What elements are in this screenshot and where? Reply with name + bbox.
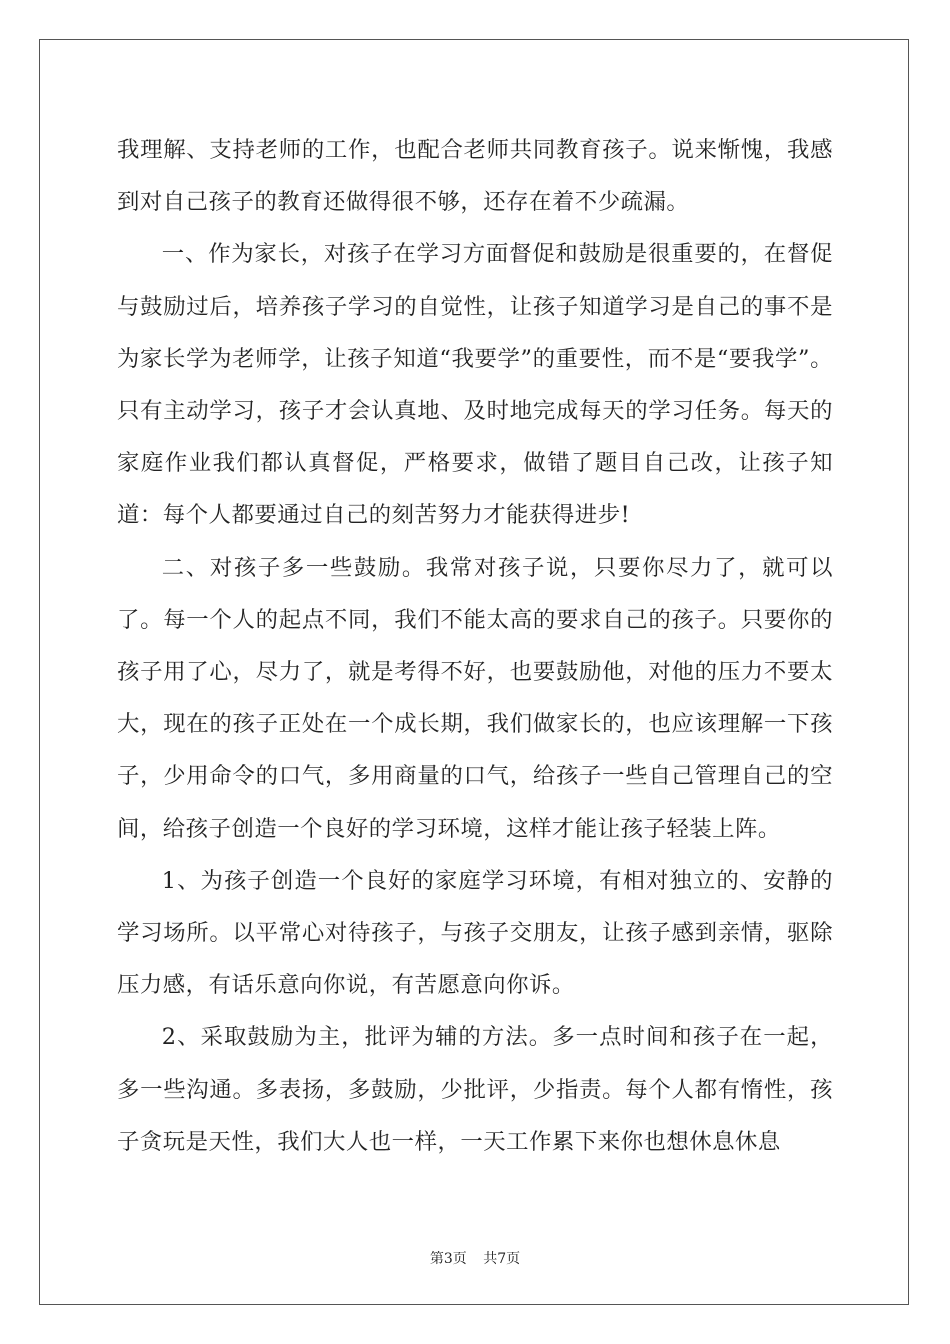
paragraph-5: 2、采取鼓励为主，批评为辅的方法。多一点时间和孩子在一起，多一些沟通。多表扬，多鼓励，少批评，少指责。每个人都有惰性，孩子贪玩是天性，我们大人也一样，一天工作累下来你也想休息休息: [117, 1024, 833, 1155]
current-page-number: 第3页: [429, 1251, 467, 1267]
paragraph-3: 二、对孩子多一些鼓励。我常对孩子说，只要你尽力了，就可以了。每一个人的起点不同，我们不能太高的要求自己的孩子。只要你的孩子用了心，尽力了，就是考得不好，也要鼓励他，对他的压力不要太大，现在的孩子正处在一个成长期，我们做家长的，也应该理解一下孩子，少用命令的口气，多用商量的口气，给孩子一些自己管理自己的空间，给孩子创造一个良好的学习环境，这样才能让孩子轻装上阵。: [117, 554, 833, 842]
page-footer: [0, 1248, 950, 1268]
paragraph-1: 我理解、支持老师的工作，也配合老师共同教育孩子。说来惭愧，我感到对自己孩子的教育还做得很不够，还存在着不少疏漏。: [117, 137, 833, 216]
total-page-count: 共7页: [483, 1251, 521, 1267]
document-body: [117, 124, 833, 1168]
paragraph-2: 一、作为家长，对孩子在学习方面督促和鼓励是很重要的，在督促与鼓励过后，培养孩子学习的自觉性，让孩子知道学习是自己的事不是为家长学为老师学，让孩子知道“我要学”的重要性，而不是“要我学”。只有主动学习，孩子才会认真地、及时地完成每天的学习任务。每天的家庭作业我们都认真督促，严格要求，做错了题目自己改，让孩子知道：每个人都要通过自己的刻苦努力才能获得进步!: [117, 241, 833, 529]
paragraph-4: 1、为孩子创造一个良好的家庭学习环境，有相对独立的、安静的学习场所。以平常心对待孩子，与孩子交朋友，让孩子感到亲情，驱除压力感，有话乐意向你说，有苦愿意向你诉。: [117, 867, 833, 999]
